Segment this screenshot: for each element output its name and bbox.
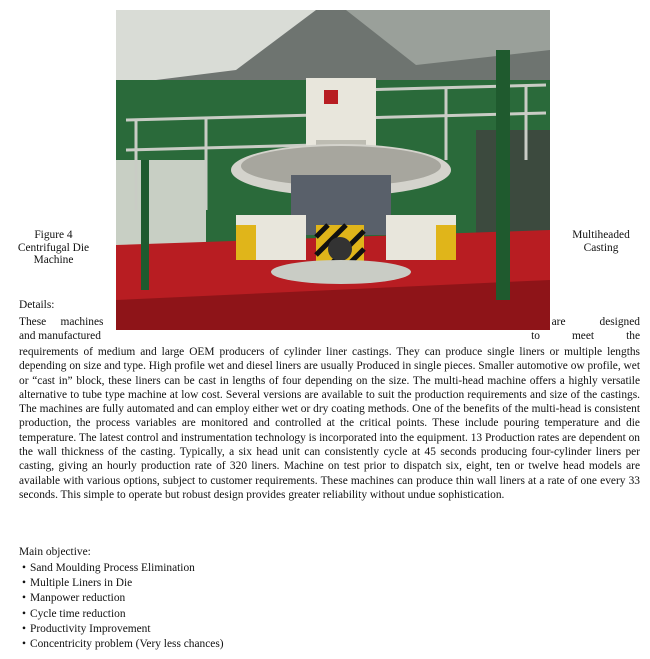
caption-line: Centrifugal Die xyxy=(17,241,90,254)
details-wrap-line-1 xyxy=(19,316,640,328)
word: machines xyxy=(60,316,104,328)
figure-caption-left xyxy=(6,229,101,267)
details-text-fragment xyxy=(531,330,640,342)
list-item: • Manpower reduction xyxy=(19,591,224,606)
caption-line: Casting xyxy=(583,241,619,254)
caption-line: Figure 4 xyxy=(34,229,73,241)
list-item: • Concentricity problem (Very less chances) xyxy=(19,637,224,652)
details-text-fragment xyxy=(552,316,640,328)
caption-line: Multiheaded xyxy=(572,229,630,241)
machine-photo xyxy=(116,10,550,330)
caption-line: Machine xyxy=(33,254,74,266)
details-text-fragment: and manufactured xyxy=(19,330,101,342)
list-item: • Cycle time reduction xyxy=(19,607,224,622)
list-item: • Multiple Liners in Die xyxy=(19,576,224,591)
word: to xyxy=(531,330,540,342)
word: are xyxy=(551,316,566,328)
details-text-fragment xyxy=(19,316,103,328)
objectives-list xyxy=(19,561,224,652)
details-label: Details: xyxy=(19,299,55,311)
word: These xyxy=(19,316,47,328)
word: meet xyxy=(571,330,595,342)
word: the xyxy=(626,330,640,342)
machine-photo-illustration xyxy=(116,10,550,330)
details-paragraph: requirements of medium and large OEM producers of cylinder liner castings. They can produce single liners or multiple lengths depending on size and type. High profile wet and diesel liners are usually Produced in single pieces. Smaller automotive ow profile, wet or “cast in” block, these liners can be cast in lengths of four depending on the size. The multi-head machine offers a highly versatile alternative to tube type machine at low cost. Several versions are available to suit the production requirements and size of the castings. The machines are fully automated and can employ either wet or dry coating methods. One of the benefits of the multi-head is consistent production, the process variables are monitored and controlled at the critical points. These include pouring temperature and die temperature. The latest control and instrumentation technology is incorporated into the equipment. 13 Production rates are dependent on the wall thickness of the casting. Typically, a six head unit can consistently cycle at 45 seconds producing four-cylinder liners per casting, giving an hourly production rate of 320 liners. Machine on test prior to dispatch six, eight, ten or twelve head models are available with various options, subject to customer requirements. These machines can produce thin wall liners at a rate of one every 33 seconds. This simple to operate but robust design provides greater reliability without undue sophistication. xyxy=(19,346,640,501)
list-item: • Productivity Improvement xyxy=(19,622,224,637)
objectives-title: Main objective: xyxy=(19,546,91,558)
details-wrap-line-2 xyxy=(19,330,640,342)
list-item: • Sand Moulding Process Elimination xyxy=(19,561,224,576)
figure-caption-right xyxy=(556,229,646,254)
word: designed xyxy=(599,316,640,328)
